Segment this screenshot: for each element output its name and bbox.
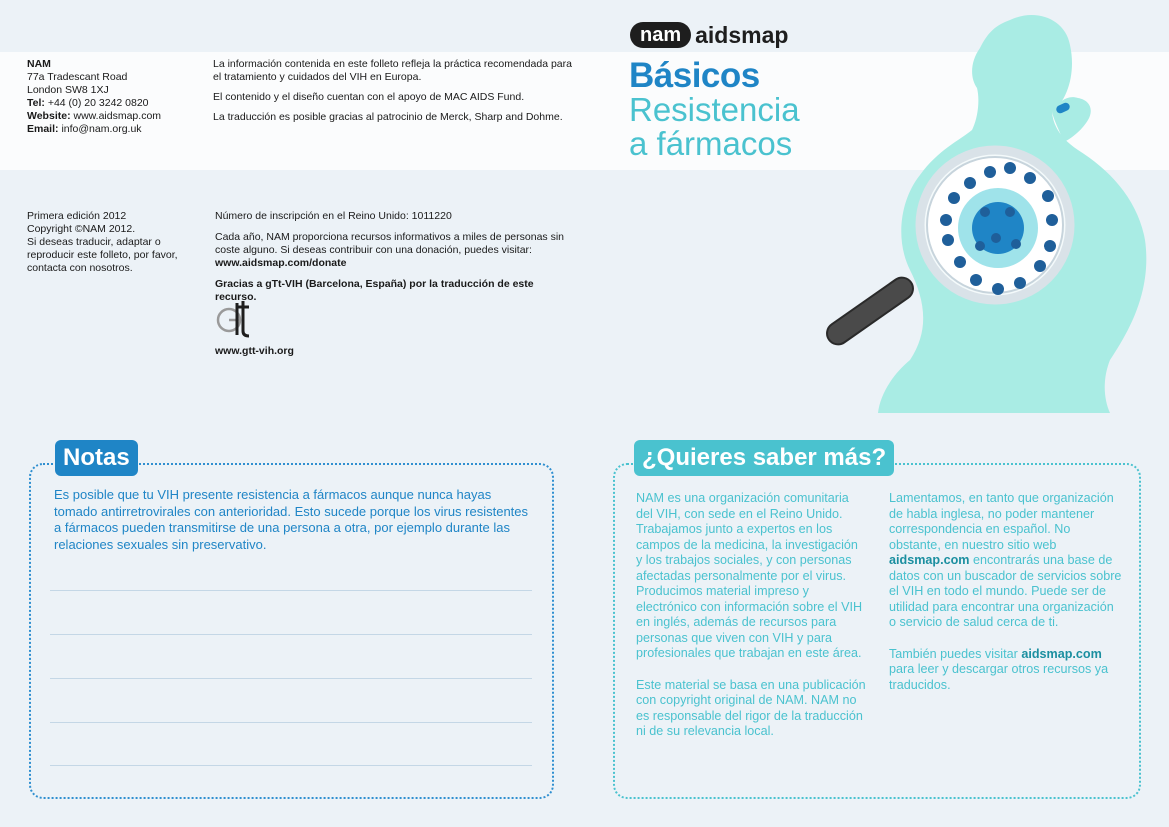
org-name: NAM bbox=[27, 58, 51, 70]
thanks-text: Gracias a gTt-VIH (Barcelona, España) por la traducción de este recurso. bbox=[215, 278, 534, 303]
edition-line: Primera edición 2012 bbox=[27, 210, 127, 222]
notes-line bbox=[50, 678, 532, 679]
aidsmap-link[interactable]: aidsmap.com bbox=[889, 553, 970, 567]
more-info-column-1 bbox=[636, 491, 866, 756]
more-info-column-2 bbox=[889, 491, 1124, 709]
notes-heading: Notas bbox=[55, 440, 138, 476]
info-block bbox=[213, 58, 573, 131]
services-text-a: Lamentamos, en tanto que organización de habla inglesa, no poder mantener correspondencia en español. No obstante, en nuestro sitio web bbox=[889, 491, 1114, 552]
notes-line bbox=[50, 722, 532, 723]
page-subtitle bbox=[629, 93, 800, 161]
page-title-basicos: Básicos bbox=[629, 56, 760, 95]
visit-text-b: para leer y descargar otros recursos ya traducidos. bbox=[889, 662, 1109, 692]
aidsmap-link[interactable]: aidsmap.com bbox=[1021, 646, 1102, 661]
info-paragraph: El contenido y el diseño cuentan con el apoyo de MAC AIDS Fund. bbox=[213, 91, 525, 103]
notes-text: Es posible que tu VIH presente resistencia a fármacos aunque nunca hayas tomado antirretrovirales con anterioridad. Esto sucede porque los virus resistentes a fármacos pueden transmitirse de una persona a otra, por ejemplo durante las relaciones sexuales sin preservativo. bbox=[54, 487, 529, 552]
services-paragraph bbox=[889, 491, 1124, 631]
website-link[interactable]: www.aidsmap.com bbox=[73, 110, 162, 122]
contact-block bbox=[27, 58, 197, 136]
tel-label: Tel: bbox=[27, 97, 45, 109]
nam-aidsmap-logo bbox=[630, 21, 788, 49]
about-nam-paragraph: NAM es una organización comunitaria del VIH, con sede en el Reino Unido. Trabajamos junto a expertos en los campos de la medicina, la investigación y los trabajos sociales, y con personas afectadas personalmente por el virus. Producimos material impreso y electrónico con información sobre el VIH en inglés, además de recursos para personas que viven con VIH y para profesionales que trabajan en este área. bbox=[636, 491, 863, 660]
visit-text-a: También puedes visitar bbox=[889, 646, 1022, 661]
visit-paragraph bbox=[889, 647, 1124, 694]
subtitle-line-2: a fármacos bbox=[629, 125, 793, 162]
copyright-line: Copyright ©NAM 2012. bbox=[27, 223, 136, 235]
donate-text: Cada año, NAM proporciona recursos informativos a miles de personas sin coste alguno. Si deseas contribuir con una donación, puedes visitar: bbox=[215, 231, 564, 256]
woman-magnifier-illustration bbox=[820, 0, 1169, 420]
website-label: Website: bbox=[27, 110, 71, 122]
notes-line bbox=[50, 590, 532, 591]
email-link[interactable]: info@nam.org.uk bbox=[61, 123, 142, 135]
tel-line bbox=[27, 97, 197, 110]
notes-line bbox=[50, 765, 532, 766]
more-info-heading: ¿Quieres saber más? bbox=[634, 440, 894, 476]
copyright-paragraph: Este material se basa en una publicación con copyright original de NAM. NAM no es responsable del rigor de la traducción ni de su relevancia local. bbox=[636, 677, 866, 738]
email-label: Email: bbox=[27, 123, 59, 135]
tel-value: +44 (0) 20 3242 0820 bbox=[47, 97, 149, 109]
registration-block bbox=[215, 210, 575, 312]
translate-note: Si deseas traducir, adaptar o reproducir este folleto, por favor, contacta con nosotros. bbox=[27, 236, 178, 274]
address-line-1: 77a Tradescant Road bbox=[27, 71, 128, 83]
aidsmap-wordmark: aidsmap bbox=[695, 21, 789, 48]
nam-logo-mark: nam bbox=[630, 22, 691, 48]
info-paragraph: La información contenida en este folleto refleja la práctica recomendada para el tratamiento y cuidados del VIH en Europa. bbox=[213, 58, 572, 83]
gtt-link[interactable]: www.gtt-vih.org bbox=[215, 345, 294, 357]
registration-number: Número de inscripción en el Reino Unido: 1011220 bbox=[215, 210, 452, 222]
info-paragraph: La traducción es posible gracias al patrocinio de Merck, Sharp and Dohme. bbox=[213, 111, 563, 123]
services-text-b: encontrarás una base de datos con un buscador de servicios sobre el VIH en todo el mundo. Puede ser de utilidad para encontrar una organización o servicio de salud cerca de ti. bbox=[889, 553, 1122, 629]
edition-block bbox=[27, 210, 197, 275]
email-line bbox=[27, 123, 197, 136]
website-line bbox=[27, 110, 197, 123]
donate-link[interactable]: www.aidsmap.com/donate bbox=[215, 257, 347, 269]
notes-line bbox=[50, 634, 532, 635]
address-line-2: London SW8 1XJ bbox=[27, 84, 109, 96]
donate-paragraph bbox=[215, 231, 575, 270]
gtt-logo bbox=[215, 297, 255, 339]
svg-text:VIH: VIH bbox=[1035, 248, 1046, 254]
subtitle-line-1: Resistencia bbox=[629, 91, 800, 128]
